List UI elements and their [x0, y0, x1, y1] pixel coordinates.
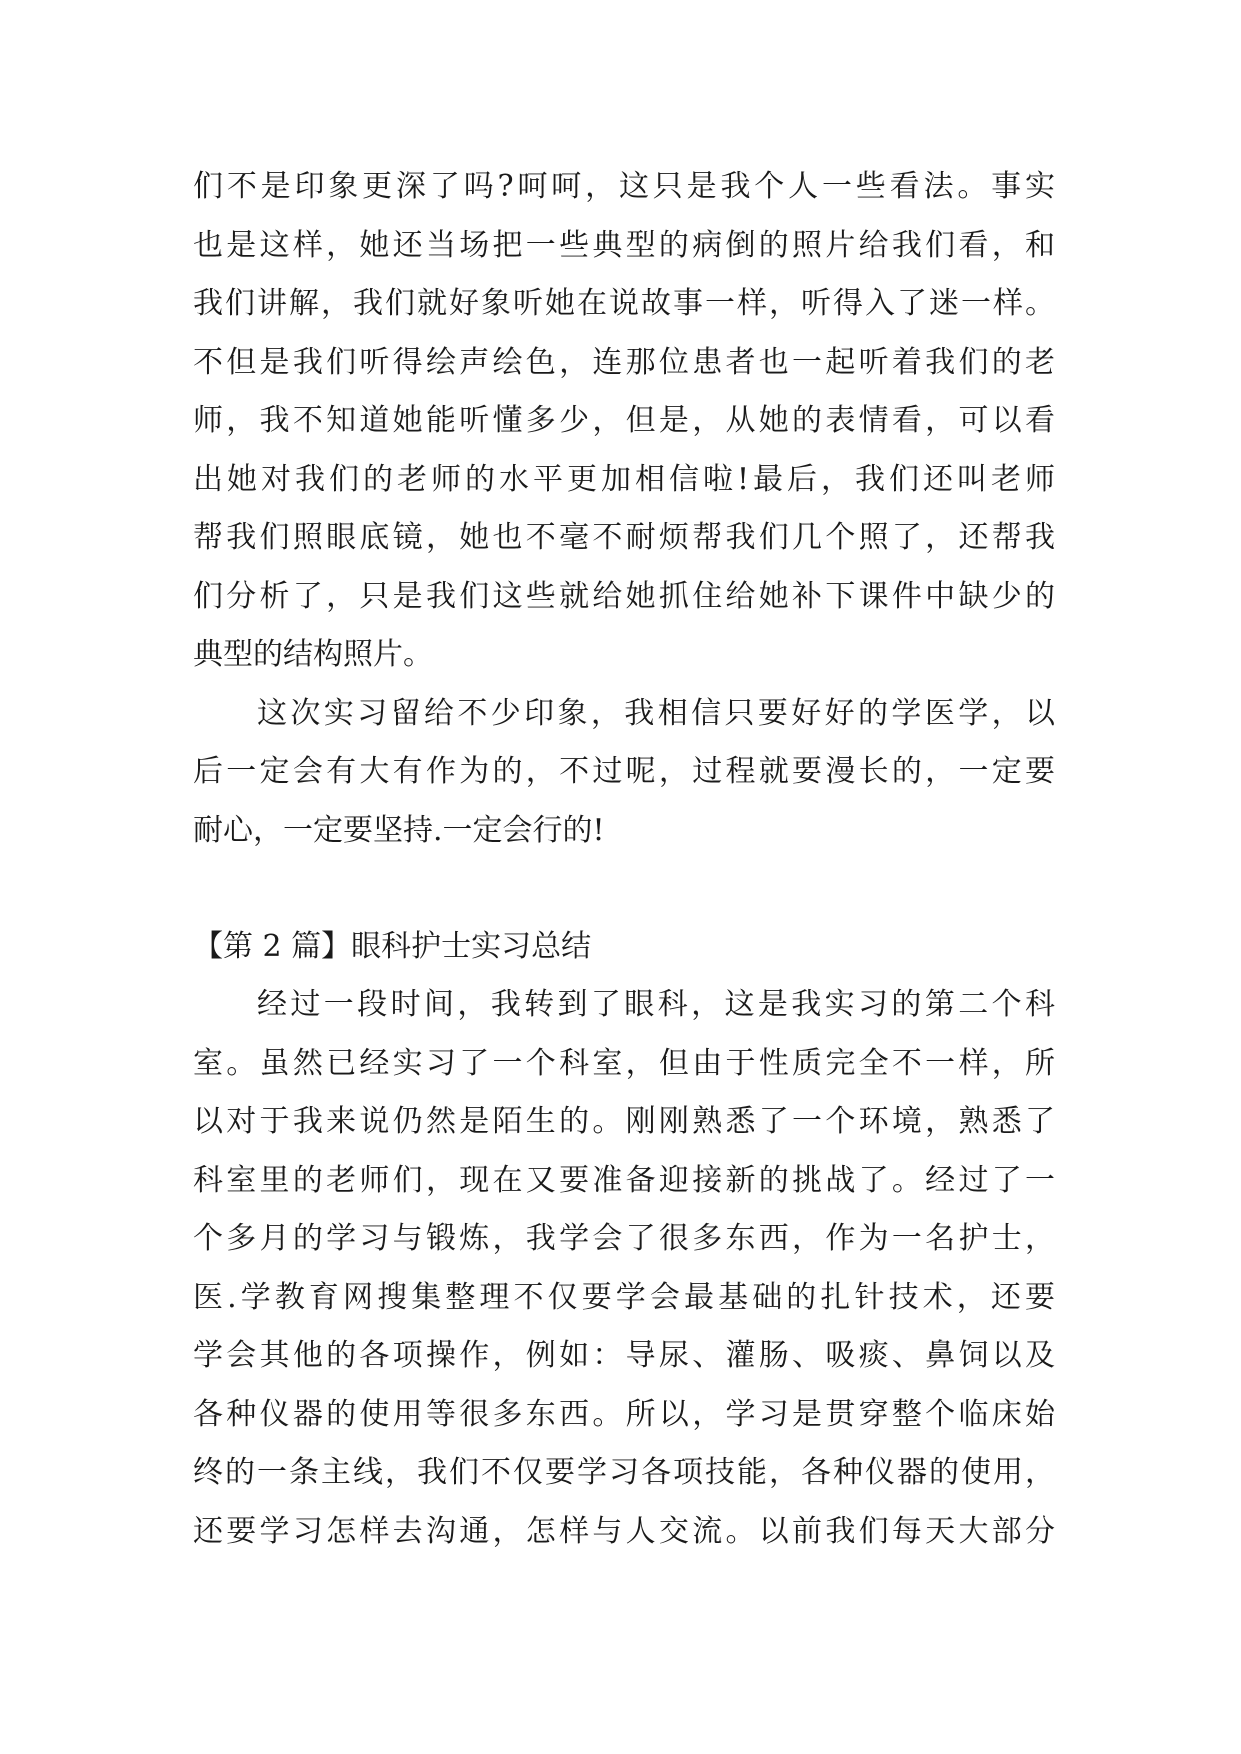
text-line: 个多月的学习与锻炼，我学会了很多东西，作为一名护士，	[193, 1221, 1055, 1256]
text-line: 我们讲解，我们就好象听她在说故事一样，听得入了迷一样。	[193, 286, 1055, 321]
text-line: 这次实习留给不少印象，我相信只要好好的学医学，以	[257, 695, 1055, 731]
text-line: 也是这样，她还当场把一些典型的病倒的照片给我们看，和	[193, 227, 1055, 263]
text-line: 们不是印象更深了吗?呵呵，这只是我个人一些看法。事实	[193, 169, 1055, 204]
text-line: 医.学教育网搜集整理不仅要学会最基础的扎针技术，还要	[193, 1279, 1055, 1315]
document-page	[193, 158, 1055, 1561]
text-line: 以对于我来说仍然是陌生的。刚刚熟悉了一个环境，熟悉了	[193, 1104, 1055, 1139]
paragraph-eye-department	[193, 976, 1055, 1561]
text-line: 经过一段时间，我转到了眼科，这是我实习的第二个科	[257, 987, 1055, 1022]
text-line: 终的一条主线，我们不仅要学习各项技能，各种仪器的使用，	[193, 1455, 1055, 1490]
text-line: 还要学习怎样去沟通，怎样与人交流。以前我们每天大部分	[193, 1513, 1055, 1549]
section-spacer	[193, 860, 1055, 918]
text-line: 出她对我们的老师的水平更加相信啦!最后，我们还叫老师	[193, 461, 1055, 497]
text-line: 后一定会有大有作为的，不过呢，过程就要漫长的，一定要	[193, 754, 1055, 789]
section-heading: 【第 2 篇】眼科护士实习总结	[193, 929, 592, 964]
paragraph-conclusion	[193, 685, 1055, 861]
paragraph-continued	[193, 158, 1055, 685]
text-line: 学会其他的各项操作，例如：导尿、灌肠、吸痰、鼻饲以及	[193, 1338, 1055, 1373]
text-line: 典型的结构照片。	[193, 637, 433, 672]
text-line: 耐心，一定要坚持.一定会行的!	[193, 812, 605, 848]
text-line: 各种仪器的使用等很多东西。所以，学习是贯穿整个临床始	[193, 1396, 1055, 1432]
text-line: 室。虽然已经实习了一个科室，但由于性质完全不一样，所	[193, 1045, 1055, 1081]
text-line: 科室里的老师们，现在又要准备迎接新的挑战了。经过了一	[193, 1162, 1055, 1198]
text-line: 不但是我们听得绘声绘色，连那位患者也一起听着我们的老	[193, 344, 1055, 380]
text-line: 帮我们照眼底镜，她也不毫不耐烦帮我们几个照了，还帮我	[193, 520, 1055, 555]
text-line: 师，我不知道她能听懂多少，但是，从她的表情看，可以看	[193, 403, 1055, 438]
text-line: 们分析了，只是我们这些就给她抓住给她补下课件中缺少的	[193, 578, 1055, 614]
